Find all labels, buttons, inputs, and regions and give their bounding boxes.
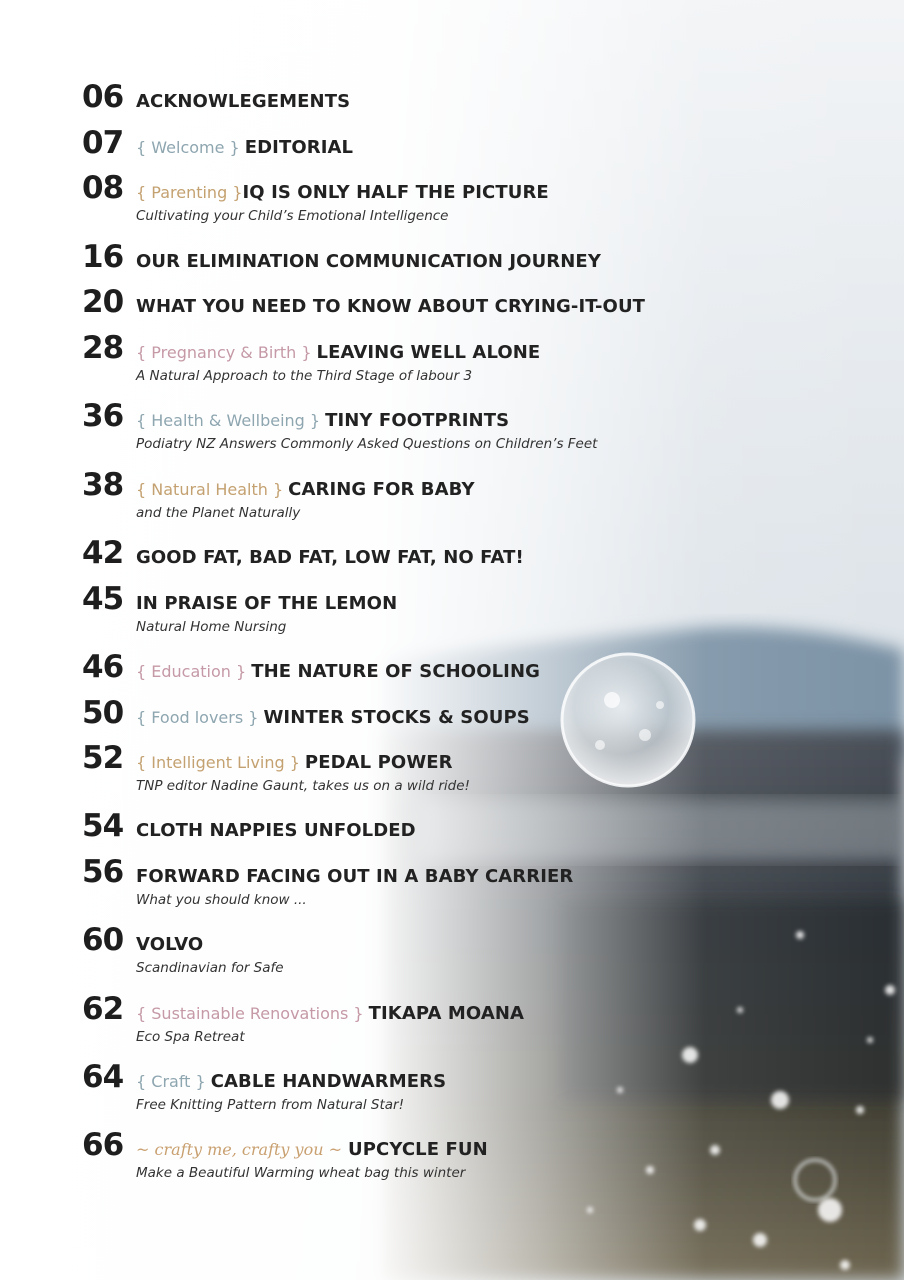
toc-entry-38[interactable] bbox=[82, 467, 842, 521]
article-subtitle: Scandinavian for Safe bbox=[136, 960, 284, 976]
article-subtitle: Make a Beautiful Warming wheat bag this winter bbox=[136, 1165, 466, 1181]
section-category: { Sustainable Renovations } bbox=[136, 1004, 364, 1023]
article-title: LEAVING WELL ALONE bbox=[316, 342, 541, 363]
section-category: { Craft } bbox=[136, 1072, 206, 1091]
page-number: 06 bbox=[82, 79, 124, 115]
toc-entry-36[interactable] bbox=[82, 398, 842, 452]
article-title: ACKNOWLEGEMENTS bbox=[136, 91, 351, 112]
page-number: 52 bbox=[82, 740, 124, 776]
toc-entry-42[interactable] bbox=[82, 535, 842, 571]
section-category: { Natural Health } bbox=[136, 480, 284, 499]
page-number: 42 bbox=[82, 535, 124, 571]
article-title: VOLVO bbox=[136, 934, 204, 955]
section-category: { Pregnancy & Birth } bbox=[136, 343, 312, 362]
section-category: { Intelligent Living } bbox=[136, 753, 300, 772]
article-title: CLOTH NAPPIES UNFOLDED bbox=[136, 820, 416, 841]
article-subtitle: and the Planet Naturally bbox=[136, 505, 301, 521]
page-number: 64 bbox=[82, 1059, 124, 1095]
article-subtitle: Eco Spa Retreat bbox=[136, 1029, 245, 1045]
section-category: { Food lovers } bbox=[136, 708, 259, 727]
article-title: WINTER STOCKS & SOUPS bbox=[263, 707, 530, 728]
page-number: 08 bbox=[82, 170, 124, 206]
toc-entry-64[interactable] bbox=[82, 1059, 842, 1113]
toc-entry-06[interactable] bbox=[82, 79, 842, 115]
page-number: 16 bbox=[82, 239, 124, 275]
article-subtitle: TNP editor Nadine Gaunt, takes us on a wild ride! bbox=[136, 778, 470, 794]
article-title: TIKAPA MOANA bbox=[368, 1003, 525, 1024]
page-number: 60 bbox=[82, 922, 124, 958]
article-title: OUR ELIMINATION COMMUNICATION JOURNEY bbox=[136, 251, 601, 272]
page-number: 07 bbox=[82, 125, 124, 161]
article-title: FORWARD FACING OUT IN A BABY CARRIER bbox=[136, 866, 574, 887]
article-title: THE NATURE OF SCHOOLING bbox=[251, 661, 541, 682]
page-number: 38 bbox=[82, 467, 124, 503]
article-title: TINY FOOTPRINTS bbox=[325, 410, 510, 431]
toc-entry-54[interactable] bbox=[82, 808, 842, 844]
section-category: { Parenting } bbox=[136, 183, 243, 202]
article-subtitle: Cultivating your Child’s Emotional Intelligence bbox=[136, 208, 449, 224]
article-title: CABLE HANDWARMERS bbox=[210, 1071, 447, 1092]
article-title: CARING FOR BABY bbox=[288, 479, 475, 500]
article-title: WHAT YOU NEED TO KNOW ABOUT CRYING-IT-OUT bbox=[136, 296, 646, 317]
page-number: 50 bbox=[82, 695, 124, 731]
toc-entry-46[interactable] bbox=[82, 649, 842, 685]
toc-entry-07[interactable] bbox=[82, 125, 842, 161]
toc-entry-62[interactable] bbox=[82, 991, 842, 1045]
toc-entry-60[interactable] bbox=[82, 922, 842, 976]
toc-entry-16[interactable] bbox=[82, 239, 842, 275]
article-subtitle: Natural Home Nursing bbox=[136, 619, 287, 635]
page-number: 46 bbox=[82, 649, 124, 685]
page-number: 62 bbox=[82, 991, 124, 1027]
toc-entry-66[interactable] bbox=[82, 1127, 842, 1181]
toc-entry-52[interactable] bbox=[82, 740, 842, 794]
article-subtitle: A Natural Approach to the Third Stage of labour 3 bbox=[136, 368, 473, 384]
article-title: IN PRAISE OF THE LEMON bbox=[136, 593, 398, 614]
article-subtitle: What you should know ... bbox=[136, 892, 307, 908]
toc-entry-08[interactable] bbox=[82, 170, 842, 224]
page-number: 66 bbox=[82, 1127, 124, 1163]
section-category: { Health & Wellbeing } bbox=[136, 411, 321, 430]
toc-entry-45[interactable] bbox=[82, 581, 842, 635]
page-number: 54 bbox=[82, 808, 124, 844]
toc-entry-50[interactable] bbox=[82, 695, 842, 731]
section-category: ~ crafty me, crafty you ~ bbox=[136, 1140, 343, 1159]
article-title: EDITORIAL bbox=[244, 137, 354, 158]
toc-entry-56[interactable] bbox=[82, 854, 842, 908]
article-subtitle: Free Knitting Pattern from Natural Star! bbox=[136, 1097, 405, 1113]
page-number: 45 bbox=[82, 581, 124, 617]
article-title: IQ IS ONLY HALF THE PICTURE bbox=[242, 182, 549, 203]
page-number: 36 bbox=[82, 398, 124, 434]
article-title: UPCYCLE FUN bbox=[348, 1139, 488, 1160]
article-title: PEDAL POWER bbox=[304, 752, 453, 773]
toc-entry-28[interactable] bbox=[82, 330, 842, 384]
section-category: { Education } bbox=[136, 662, 247, 681]
table-of-contents bbox=[82, 0, 882, 1280]
article-subtitle: Podiatry NZ Answers Commonly Asked Questions on Children’s Feet bbox=[136, 436, 598, 452]
page-number: 20 bbox=[82, 284, 124, 320]
page-number: 56 bbox=[82, 854, 124, 890]
toc-entry-20[interactable] bbox=[82, 284, 842, 320]
section-category: { Welcome } bbox=[136, 138, 240, 157]
article-title: GOOD FAT, BAD FAT, LOW FAT, NO FAT! bbox=[136, 547, 524, 568]
page-number: 28 bbox=[82, 330, 124, 366]
